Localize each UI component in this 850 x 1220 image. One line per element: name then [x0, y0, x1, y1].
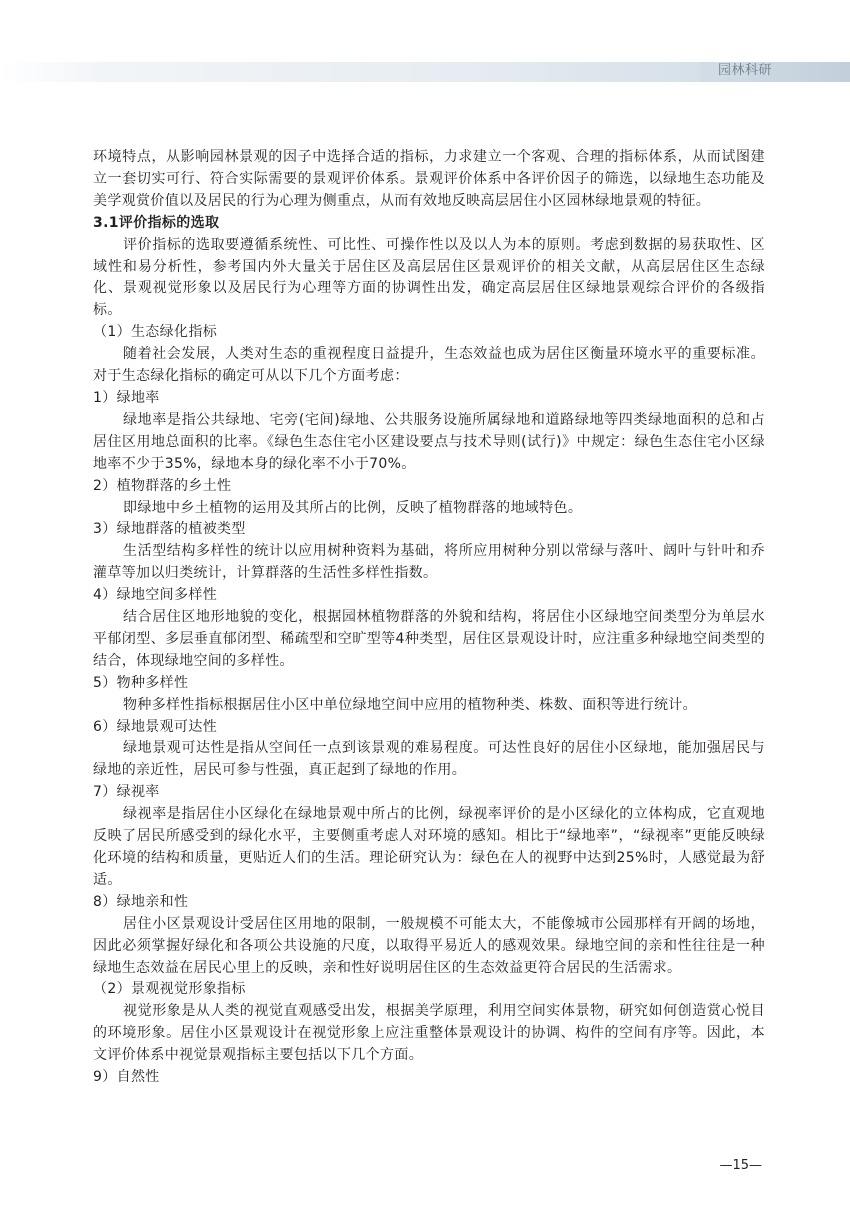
- journal-section-title: 园林科研: [717, 63, 772, 78]
- item-heading: 9）自然性: [93, 1069, 160, 1086]
- item-heading: 8）绿地亲和性: [93, 893, 189, 910]
- paragraph: 绿地景观可达性是指从空间任一点到该景观的难易程度。可达性良好的居住小区绿地，能加强居民与绿地的亲近性，居民可参与性强，真正起到了绿地的作用。: [93, 740, 765, 779]
- item-heading: 1）绿地率: [93, 389, 160, 406]
- item-heading: 3）绿地群落的植被类型: [93, 521, 246, 538]
- paragraph: 即绿地中乡土植物的运用及其所占的比例，反映了植物群落的地域特色。: [123, 499, 583, 516]
- item-heading: 4）绿地空间多样性: [93, 587, 218, 604]
- paragraph: 绿视率是指居住小区绿化在绿地景观中所占的比例，绿视率评价的是小区绿化的立体构成，它直观地反映了居民所感受到的绿化水平，主要侧重考虑人对环境的感知。相比于“绿地率”，“绿视率”更能反映绿化环境的结构和质量，更贴近人们的生活。理论研究认为：绿色在人的视野中达到25%时，人感觉最为舒适。: [93, 806, 765, 888]
- item-heading: 6）绿地景观可达性: [93, 718, 218, 735]
- item-heading: 7）绿视率: [93, 784, 160, 801]
- subsection-heading: （2）景观视觉形象指标: [93, 981, 246, 998]
- item-heading: 5）物种多样性: [93, 674, 189, 691]
- section-heading: 3.1评价指标的选取: [93, 214, 220, 231]
- item-heading: 2）植物群落的乡土性: [93, 477, 232, 494]
- paragraph: 绿地率是指公共绿地、宅旁(宅间)绿地、公共服务设施所属绿地和道路绿地等四类绿地面积的总和占居住区用地总面积的比率。《绿色生态住宅小区建设要点与技术导则(试行)》中规定：绿色生态住宅小区绿地率不少于35%，绿地本身的绿化率不小于70%。: [93, 411, 765, 472]
- paragraph: 结合居住区地形地貌的变化，根据园林植物群落的外貌和结构，将居住小区绿地空间类型分为单层水平郁闭型、多层垂直郁闭型、稀疏型和空旷型等4种类型，居住区景观设计时，应注重多种绿地空间类型的结合，体现绿地空间的多样性。: [93, 609, 765, 669]
- paragraph: 随着社会发展，人类对生态的重视程度日益提升，生态效益也成为居住区衡量环境水平的重要标准。对于生态绿化指标的确定可从以下几个方面考虑：: [93, 346, 765, 385]
- page-number: —15—: [719, 1158, 762, 1173]
- paragraph: 环境特点，从影响园林景观的因子中选择合适的指标，力求建立一个客观、合理的指标体系，从而试图建立一套切实可行、符合实际需要的景观评价体系。景观评价体系中各评价因子的筛选，以绿地生态功能及美学观赏价值以及居民的行为心理为侧重点，从而有效地反映高层居住小区园林绿地景观的特征。: [93, 149, 765, 209]
- paragraph: 评价指标的选取要遵循系统性、可比性、可操作性以及以人为本的原则。考虑到数据的易获取性、区域性和易分析性，参考国内外大量关于居住区及高层居住区景观评价的相关文献，从高层居住区生态绿化、景观视觉形象以及居民行为心理等方面的协调性出发，确定高层居住区绿地景观综合评价的各级指标。: [93, 236, 765, 319]
- article-body: [93, 147, 765, 1089]
- paragraph: 物种多样性指标根据居住小区中单位绿地空间中应用的植物种类、株数、面积等进行统计。: [123, 696, 697, 713]
- paragraph: 生活型结构多样性的统计以应用树种资料为基础，将所应用树种分别以常绿与落叶、阔叶与针叶和乔灌草等加以归类统计，计算群落的生活性多样性指数。: [93, 543, 765, 582]
- paragraph: 居住小区景观设计受居住区用地的限制，一般规模不可能太大，不能像城市公园那样有开阔的场地，因此必须掌握好绿化和各项公共设施的尺度，以取得平易近人的感观效果。绿地空间的亲和性往往是一种绿地生态效益在居民心里上的反映，亲和性好说明居住区的生态效益更符合居民的生活需求。: [93, 915, 765, 976]
- paragraph: 视觉形象是从人类的视觉直观感受出发，根据美学原理，利用空间实体景物，研究如何创造赏心悦目的环境形象。居住小区景观设计在视觉形象上应注重整体景观设计的协调、构件的空间有序等。因此，本文评价体系中视觉景观指标主要包括以下几个方面。: [93, 1003, 765, 1064]
- subsection-heading: （1）生态绿化指标: [93, 324, 218, 341]
